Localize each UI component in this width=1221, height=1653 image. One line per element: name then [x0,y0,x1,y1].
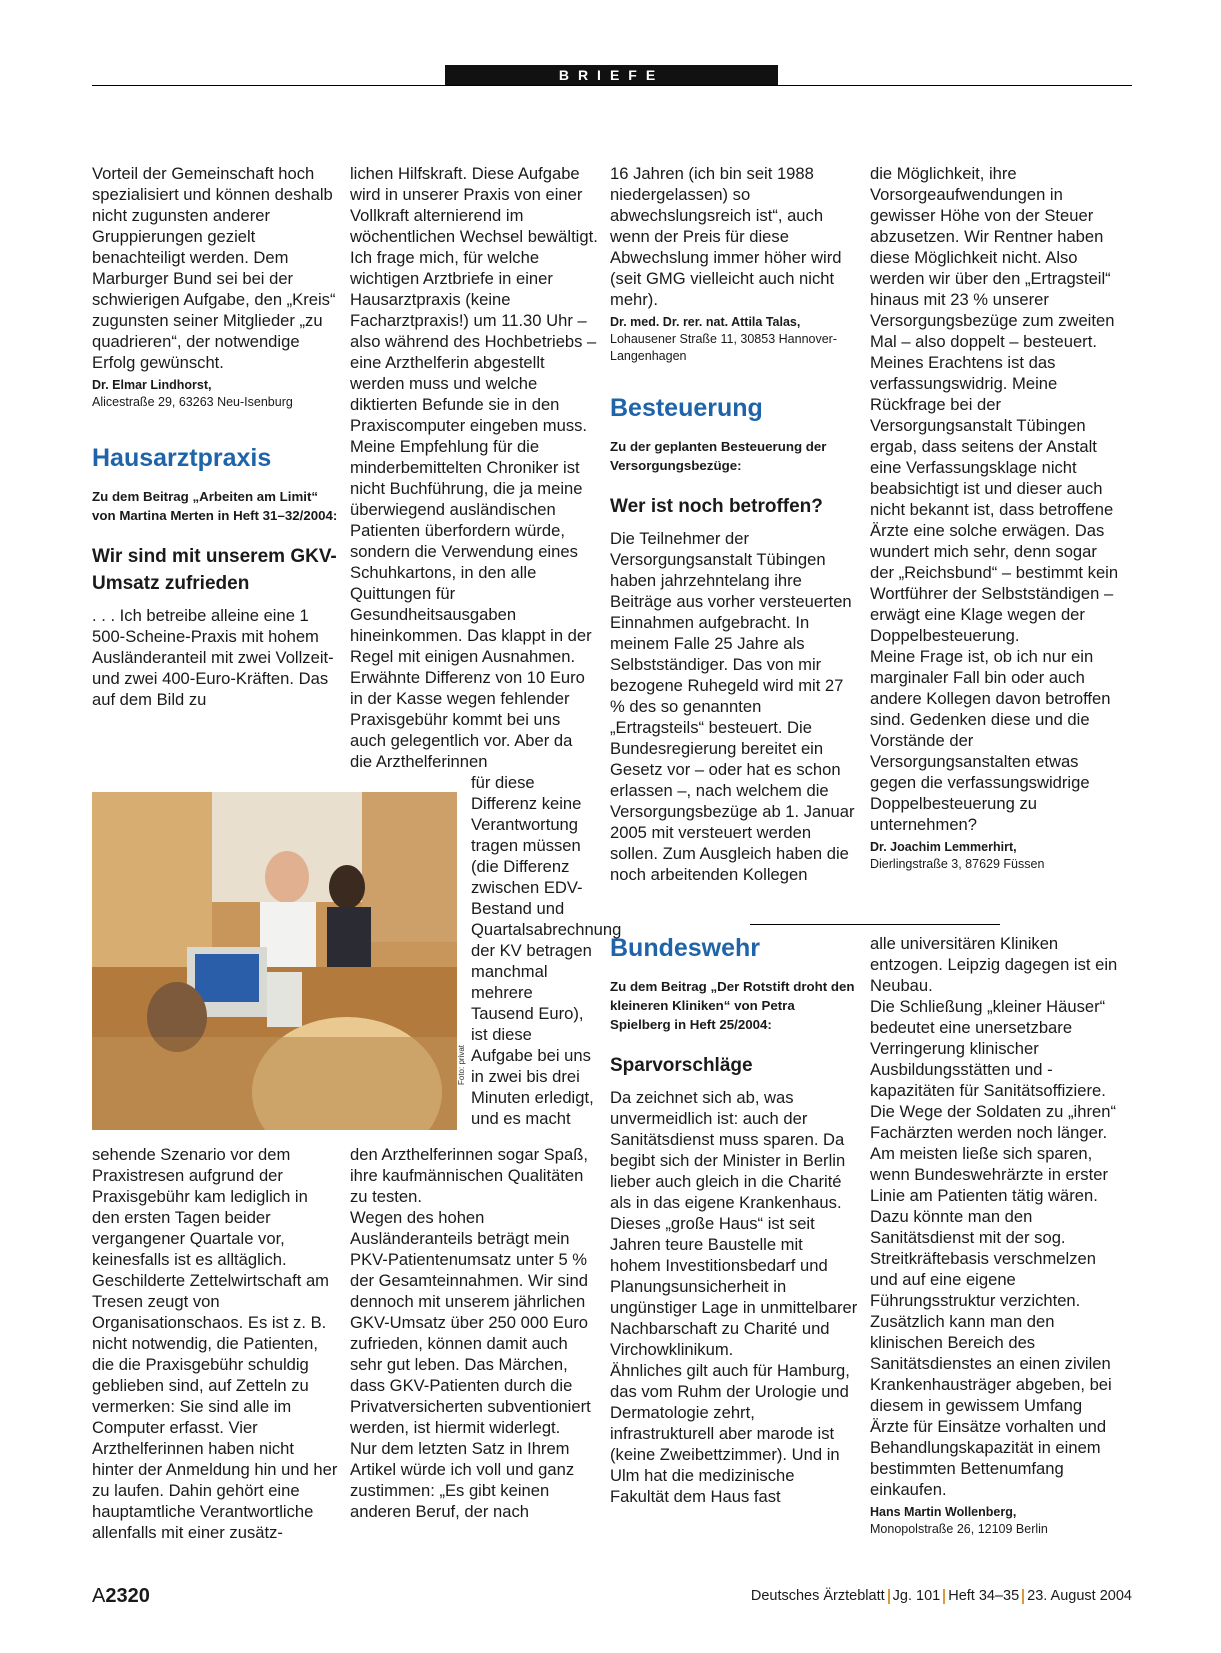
footer-divider [1022,1589,1024,1604]
publication-info [751,1586,1132,1606]
col2-body-3: Wegen des hohen Ausländeranteils beträgt mein PKV-Patientenumsatz unter 5 % der Gesamteinnahmen. Wir sind dennoch mit unserem jährlichen GKV-Umsatz über 250 000 Euro zufrieden, können damit auch sehr gut leben. Das Märchen, dass GKV-Patienten durch die Privatversicherten subventioniert werden, ist hiermit widerlegt. [350,1208,591,1437]
col3-body-3: Dieses „große Haus“ ist seit Jahren teure Baustelle mit hohem Investitionsbedarf und Planungsunsicherheit in ungünstiger Lage in unmittelbarer Nachbarschaft zu Charité und Virchowklinikum. [610,1214,858,1359]
col2-body-2: den Arzthelferinnen sogar Spaß, ihre kaufmännischen Qualitäten zu testen. [350,1145,588,1206]
signature-address: Lohausener Straße 11, 30853 Hannover-Langenhagen [610,332,838,363]
signature-name: Hans Martin Wollenberg, [870,1505,1017,1519]
article-reference: Zu dem Beitrag „Arbeiten am Limit“ von Martina Merten in Heft 31–32/2004: [92,489,338,523]
signature-name: Dr. med. Dr. rer. nat. Attila Talas, [610,315,801,329]
signature-address: Dierlingstraße 3, 87629 Füssen [870,857,1045,871]
letter-subtitle: Wir sind mit unserem GKV-Umsatz zufrieden [92,546,337,594]
col4-body-4: Die Schließung „kleiner Häuser“ bedeutet eine unersetzbare Verringerung klinischer Ausbildungsstätten und -kapazitäten für Sanitätsoffiziere. [870,997,1106,1100]
column-1 [92,163,340,710]
col4-body-1: die Möglichkeit, ihre Vorsorgeaufwendungen in gewisser Höhe von der Steuer abzusetzen. Wir Rentner haben diese Möglichkeit nicht. Also werden wir über den „Ertragsteil“ hinaus mit 23 % unserer Versorgungsbezüge zum zweiten Mal – also doppelt – besteuert. Meines Erachtens ist das verfassungswidrig. Meine Rückfrage bei der Versorgungsanstalt Tübingen ergab, dass seitens der Anstalt eine Verfassungsklage nicht beabsichtigt ist und dieser auch nicht bekannt ist, dass betroffene Ärzte eine solche erwägen. Das wundert mich sehr, denn sogar der „Reichsbund“ – bestimmt kein Wortführer der Selbstständigen – erwägt eine Klage wegen der Doppelbesteuerung. [870,164,1119,645]
footer-divider [888,1589,890,1604]
col2-body-4: Nur dem letzten Satz in Ihrem Artikel würde ich voll und ganz zustimmen: „Es gibt keinen anderen Beruf, der nach [350,1439,575,1521]
section-header-briefe: BRIEFE [445,65,778,86]
col1-body-3: Geschilderte Zettelwirtschaft am Tresen zeugt von Organisationschaos. Es ist z. B. nicht notwendig, die Patienten, die die Praxisgebühr schuldig geblieben sind, auf Zetteln zu vermerken: Sie sind alle im Computer erfasst. Vier Arzthelferinnen haben nicht hinter der Anmeldung hin und her zu laufen. Dahin gehört eine hauptamtliche Verantwortliche allenfalls mit einer zusätz- [92,1271,338,1542]
col3-body-4: Ähnliches gilt auch für Hamburg, das vom Ruhm der Urologie und Dermatologie zehrt, infrastrukturell aber marode ist (keine Zweibettzimmer). Und in Ulm hat die medizinische Fakultät dem Haus fast [610,1361,850,1506]
photo-credit: Foto: privat [457,1044,466,1085]
article-reference: Zu dem Beitrag „Der Rotstift droht den kleineren Kliniken“ von Petra Spielberg in Heft 25/2004: [610,979,855,1032]
signature-address: Alicestraße 29, 63263 Neu-Isenburg [92,395,293,409]
page-prefix: A [92,1585,106,1607]
signature-address: Monopolstraße 26, 12109 Berlin [870,1522,1048,1536]
col4-body-2: Meine Frage ist, ob ich nur ein marginaler Fall bin oder auch andere Kollegen davon betroffen sind. Gedenken diese und die Vorstände der Versorgungsanstalten etwas gegen die verfassungswidrige Doppelbesteuerung zu unternehmen? [870,647,1111,834]
column-4 [870,163,1122,873]
section-title-hausarztpraxis: Hausarztpraxis [92,444,272,472]
column-4-lower [870,933,1122,1538]
col1-top-text: Vorteil der Gemeinschaft hoch spezialisiert und können deshalb nicht zugunsten anderer Gruppierungen gezielt benachteiligt werden. Dem Marburger Bund sei bei der schwierigen Aufgabe, den „Kreis“ zugunsten seiner Mitglieder „zu quadrieren“, der notwendige Erfolg gewünscht. [92,164,336,372]
section-title-besteuerung: Besteuerung [610,394,763,422]
col4-body-5: Die Wege der Soldaten zu „ihren“ Fachärzten werden noch länger. Am meisten ließe sich sparen, wenn Bundeswehrärzte in erster Linie am Patienten tätig wären. Dazu könnte man den Sanitätsdienst mit der sog. Streitkräftebasis verschmelzen und auf eine eigene Führungsstruktur verzichten. Zusätzlich kann man den klinischen Bereich des Sanitätsdienstes an einen zivilen Krankenhausträger abgeben, bei diesem in gewissem Umfang Ärzte für Einsätze vorhalten und Behandlungskapazität in einem bestimmten Bettenumfang einkaufen. [870,1102,1116,1499]
article-reference: Zu der geplanten Besteuerung der Versorgungsbezüge: [610,439,827,473]
section-separator [750,924,1000,925]
section-title-bundeswehr: Bundeswehr [610,934,761,962]
col1-body-2: sehende Szenario vor dem Praxistresen aufgrund der Praxisgebühr kam lediglich in den ersten Tagen beider vergangener Quartale vor, keinesfalls ist es alltäglich. [92,1145,308,1269]
col3-body-1: Die Teilnehmer der Versorgungsanstalt Tübingen haben jahrzehntelang ihre Beiträge aus vorher versteuerten Einnahmen aufgebracht. In meinem Falle 25 Jahre als Selbstständiger. Das von mir bezogene Ruhegeld wird mit 27 % des so genannten „Ertragsteils“ besteuert. Die Bundesregierung bereitet ein Gesetz vor – oder hat es schon erlassen –, nach welchem die Versorgungsbezüge ab 1. Januar 2005 mit versteuert werden sollen. Zum Ausgleich haben die noch arbeitenden Kollegen [610,529,855,884]
col3-body-2: Da zeichnet sich ab, was unvermeidlich ist: auch der Sanitätsdienst muss sparen. Da begibt sich der Minister in Berlin lieber auch gleich in die Charité als in das eigene Krankenhaus. [610,1088,846,1212]
reception-photo [92,792,457,1130]
journal-volume: Jg. 101 [892,1588,941,1604]
column-2 [350,163,598,772]
column-3-lower [610,933,858,1507]
journal-date: 23. August 2004 [1027,1588,1132,1604]
column-2-continued [350,1144,598,1522]
page-number [92,1584,150,1608]
column-1-continued [92,1144,340,1543]
journal-name: Deutsches Ärzteblatt [750,1588,885,1604]
column-2-narrow [471,772,622,1129]
col4-body-3: alle universitären Kliniken entzogen. Leipzig dagegen ist ein Neubau. [870,934,1118,995]
col3-top-text: 16 Jahren (ich bin seit 1988 niedergelassen) so abwechslungsreich ist“, auch wenn der Preis für diese Abwechslung immer höher wird (seit GMG vielleicht auch nicht mehr). [610,164,842,309]
reception-photo-image [92,792,457,1130]
header-rule [92,85,1132,86]
page-number-value: 2320 [105,1585,150,1607]
footer-divider [943,1589,945,1604]
letter-subtitle: Wer ist noch betroffen? [610,496,823,517]
letter-subtitle: Sparvorschläge [610,1055,753,1076]
signature-name: Dr. Elmar Lindhorst, [92,378,212,392]
column-3 [610,163,858,885]
signature-name: Dr. Joachim Lemmerhirt, [870,840,1017,854]
col1-body-1: . . . Ich betreibe alleine eine 1 500-Scheine-Praxis mit hohem Ausländeranteil mit zwei Vollzeit- und zwei 400-Euro-Kräften. Das auf dem Bild zu [92,606,334,709]
col2-body-1: lichen Hilfskraft. Diese Aufgabe wird in unserer Praxis von einer Vollkraft alternierend im wöchentlichen Wechsel bewältigt. Ich frage mich, für welche wichtigen Arztbriefe in einer Hausarztpraxis (keine Facharztpraxis!) um 11.30 Uhr – also während des Hochbetriebs – eine Arzthelferin abgestellt werden muss und welche diktierten Befunde sie in den Praxiscomputer eingeben muss. Meine Empfehlung für die minderbemittelten Chroniker ist nicht Buchführung, die ja meine überwiegend ausländischen Patienten überfordern würde, sondern die Verwendung eines Schuhkartons, in den alle Quittungen für Gesundheitsausgaben hineinkommen. Das klappt in der Regel mit einigen Ausnahmen. Erwähnte Differenz von 10 Euro in der Kasse wegen fehlender Praxisgebühr kommt bei uns auch gelegentlich vor. Aber da die Arzthelferinnen [350,164,598,771]
col2-body-narrow: für diese Differenz keine Verantwortung tragen müssen (die Differenz zwischen EDV-Bestand und Quartalsabrechnung der KV betragen manchmal mehrere Tausend Euro), ist diese Aufgabe bei uns in zwei bis drei Minuten erledigt, und es macht [471,773,622,1128]
journal-issue: Heft 34–35 [948,1588,1020,1604]
